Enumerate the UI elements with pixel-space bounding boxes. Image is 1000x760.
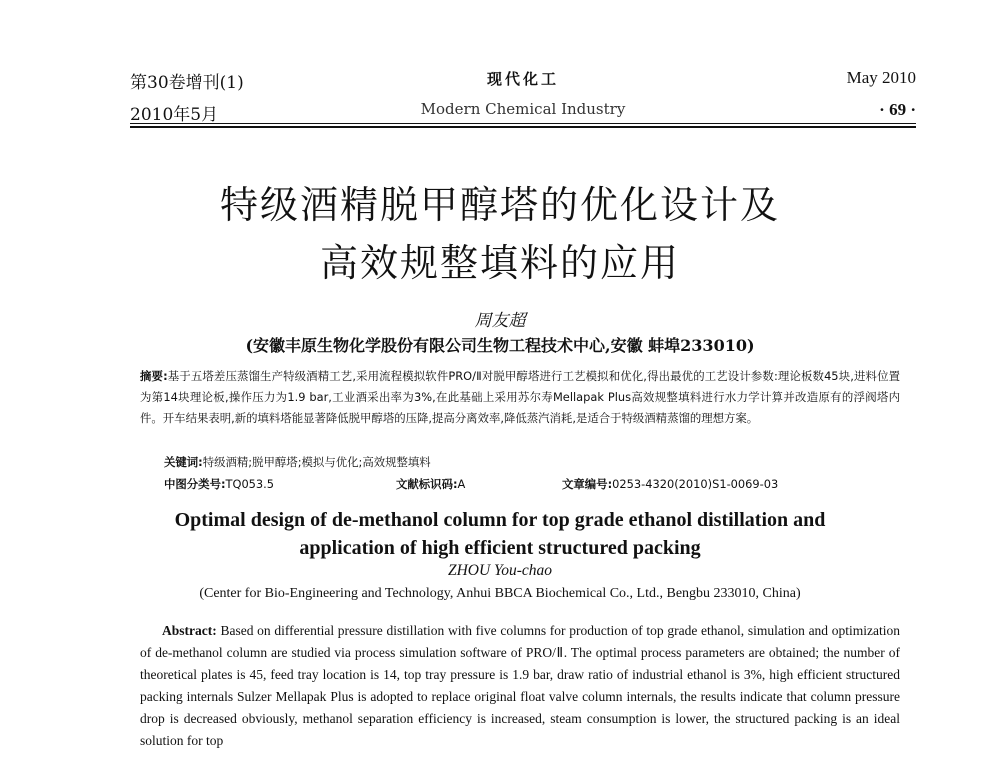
abstract-zh-text: 基于五塔差压蒸馏生产特级酒精工艺,采用流程模拟软件PRO/Ⅱ对脱甲醇塔进行工艺模拟和优化,得出最优的工艺设计参数:理论板数45块,进料位置为第14块理论板,操作压力为1.9 bar,工业酒采出率为3%,在此基础上采用苏尔寿Mellapak Plus高效规整填料进行水力学计算并改造原有的浮阀塔内件。开车结果表明,新的填料塔能显著降低脱甲醇塔的压降,提高分离效率,降低蒸汽消耗,是适合于特级酒精蒸馏的理想方案。: [140, 369, 900, 425]
page-number: · 69 ·: [879, 100, 916, 119]
header-rule-thin: [130, 123, 916, 124]
paper-title-en: [0, 506, 1000, 562]
journal-name-zh: 现代化工: [486, 70, 559, 88]
affiliation-en: (Center for Bio-Engineering and Technology, Anhui BBCA Biochemical Co., Ltd., Bengbu 233010, China): [199, 586, 801, 601]
publication-date-en: May 2010: [846, 68, 916, 87]
keywords-zh: [164, 454, 900, 470]
article-id-label: 文章编号:: [562, 477, 613, 491]
journal-name-en: Modern Chemical Industry: [420, 100, 626, 118]
clc-number: [164, 476, 274, 492]
keywords-zh-label: 关键词:: [164, 455, 203, 469]
abstract-en-label: Abstract:: [162, 623, 217, 638]
keywords-zh-text: 特级酒精;脱甲醇塔;模拟与优化;高效规整填料: [202, 455, 431, 469]
document-code: [396, 476, 465, 492]
abstract-en-text: Based on differential pressure distillation with five columns for production of top grade ethanol, simulation and optimization of de-methanol column are studied via process simulation software of PRO/Ⅱ. The optimal process parameters are obtained; the number of theoretical plates is 45, feed tray location is 14, top tray pressure is 1.9 bar, draw ratio of industrial ethanol is 3%, high efficient structured packing internals Sulzer Mellapak Plus is adopted to replace original float valve column internals, the results indicate that column pressure drop is decreased obviously, methanol separation efficiency is increased, steam consumption is lower, the structured packing is an ideal solution for top: [140, 623, 901, 748]
article-id-value: 0253-4320(2010)S1-0069-03: [612, 477, 779, 491]
publication-date-zh: 2010年5月: [130, 105, 219, 125]
paper-title-zh: [0, 176, 1000, 292]
author-zh: 周友超: [474, 311, 526, 331]
abstract-en: [140, 620, 900, 752]
title-zh-line2: 高效规整填料的应用: [319, 241, 680, 285]
title-en-line2: application of high efficient structured packing: [299, 537, 701, 559]
article-id: [562, 476, 778, 492]
abstract-zh-label: 摘要:: [140, 369, 168, 383]
abstract-zh: [140, 366, 900, 429]
header-rule-thick: [130, 126, 916, 128]
clc-value: TQ053.5: [225, 477, 275, 491]
title-zh-line1: 特级酒精脱甲醇塔的优化设计及: [219, 183, 780, 227]
author-en: ZHOU You-chao: [447, 562, 553, 579]
running-header: [130, 68, 916, 128]
affiliation-zh: (安徽丰原生物化学股份有限公司生物工程技术中心,安徽 蚌埠233010): [245, 336, 755, 355]
document-code-value: A: [457, 477, 466, 491]
document-code-label: 文献标识码:: [396, 477, 458, 491]
volume-issue: 第30卷增刊(1): [130, 73, 244, 93]
title-en-line1: Optimal design of de-methanol column for top grade ethanol distillation and: [174, 509, 826, 531]
clc-label: 中图分类号:: [164, 477, 226, 491]
